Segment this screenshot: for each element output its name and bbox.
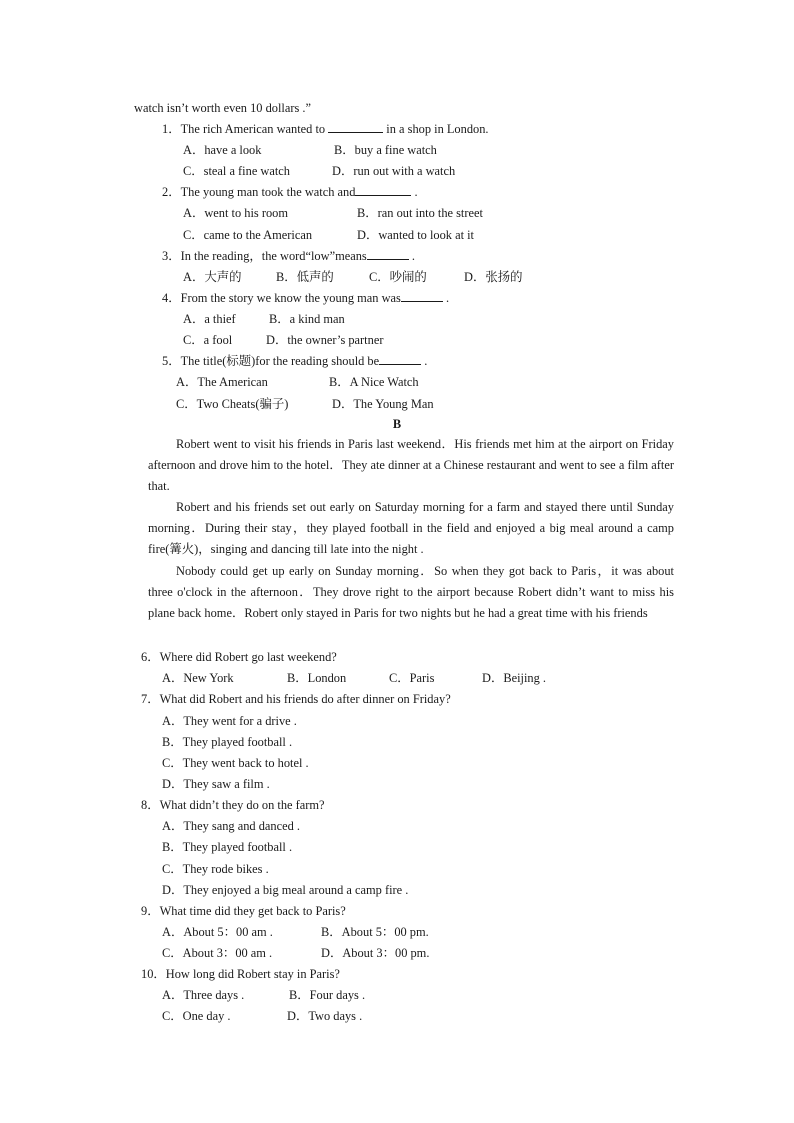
question-4	[162, 290, 449, 306]
q1-option-b[interactable]: B．buy a fine watch	[334, 143, 437, 157]
q8-option-c[interactable]: C．They rode bikes .	[162, 862, 269, 876]
q10-option-c[interactable]: C．One day .	[162, 1009, 231, 1023]
question-3-text-end: .	[408, 249, 415, 263]
question-8: 8．What didn’t they do on the farm?	[141, 798, 325, 812]
q7-option-c[interactable]: C．They went back to hotel .	[162, 756, 309, 770]
question-5-text: 5．The title(标题)for the reading should be	[162, 354, 380, 368]
q8-option-d[interactable]: D．They enjoyed a big meal around a camp fire .	[162, 883, 409, 897]
q10-option-d[interactable]: D．Two days .	[287, 1009, 363, 1023]
q2-option-a[interactable]: A．went to his room	[183, 206, 288, 220]
q1-option-c[interactable]: C．steal a fine watch	[183, 164, 291, 178]
q4-option-b[interactable]: B．a kind man	[269, 312, 345, 326]
q5-option-b[interactable]: B．A Nice Watch	[329, 375, 419, 389]
passage-b-paragraph-1	[148, 434, 674, 498]
passage-a-ending: watch isn’t worth even 10 dollars .”	[134, 101, 311, 115]
question-1-text: 1．The rich American wanted to	[162, 122, 329, 136]
paragraph-text: Nobody could get up early on Sunday morning．So when they got back to Paris，it was about three o'clock in the afternoon．They drove right to the airport because Robert didn’t want to miss his plane back home．Robert only stayed in Paris for two nights but he had a great time with his friends	[148, 564, 674, 621]
passage-b-paragraph-3	[148, 561, 674, 625]
question-2-text: 2．The young man took the watch and	[162, 185, 356, 199]
question-4-text: 4．From the story we know the young man was	[162, 291, 401, 305]
q7-option-d[interactable]: D．They saw a film .	[162, 777, 270, 791]
q3-option-a[interactable]: A．大声的	[183, 270, 242, 284]
q6-option-d[interactable]: D．Beijing .	[482, 671, 547, 685]
question-10: 10．How long did Robert stay in Paris?	[141, 967, 340, 981]
question-2	[162, 184, 418, 200]
question-3-text: 3．In the reading，the word“low”means	[162, 249, 367, 263]
q3-option-c[interactable]: C．吵闹的	[369, 270, 427, 284]
paragraph-text: Robert and his friends set out early on Saturday morning for a farm and stayed there until Sunday morning．During their stay，they played football in the field and enjoyed a big meal around a camp fire(篝火)，singing and dancing till late into the night .	[148, 500, 674, 557]
q1-option-d[interactable]: D．run out with a watch	[332, 164, 456, 178]
q7-option-b[interactable]: B．They played football .	[162, 735, 293, 749]
question-9: 9．What time did they get back to Paris?	[141, 904, 346, 918]
question-2-text-end: .	[411, 185, 418, 199]
q3-option-d[interactable]: D．张扬的	[464, 270, 523, 284]
q4-option-a[interactable]: A．a thief	[183, 312, 236, 326]
q2-option-b[interactable]: B．ran out into the street	[357, 206, 483, 220]
q8-option-b[interactable]: B．They played football .	[162, 840, 293, 854]
q6-option-b[interactable]: B．London	[287, 671, 347, 685]
q5-option-d[interactable]: D．The Young Man	[332, 397, 434, 411]
q6-option-a[interactable]: A．New York	[162, 671, 234, 685]
passage-b-paragraph-2	[148, 497, 674, 561]
answer-blank[interactable]	[401, 290, 443, 302]
section-b-heading: B	[392, 417, 402, 431]
q7-option-a[interactable]: A．They went for a drive .	[162, 714, 297, 728]
paragraph-text: Robert went to visit his friends in Paris last weekend．His friends met him at the airport on Friday afternoon and drove him to the hotel．They ate dinner at a Chinese restaurant and went to see a film after that.	[148, 437, 674, 494]
question-1	[162, 121, 489, 137]
answer-blank[interactable]	[367, 248, 409, 260]
q9-option-a[interactable]: A．About 5：00 am .	[162, 925, 273, 939]
question-1-text-end: in a shop in London.	[383, 122, 489, 136]
question-3	[162, 248, 415, 264]
question-6: 6．Where did Robert go last weekend?	[141, 650, 337, 664]
q2-option-c[interactable]: C．came to the American	[183, 228, 313, 242]
q1-option-a[interactable]: A．have a look	[183, 143, 262, 157]
question-7: 7．What did Robert and his friends do after dinner on Friday?	[141, 692, 451, 706]
q2-option-d[interactable]: D．wanted to look at it	[357, 228, 475, 242]
q9-option-d[interactable]: D．About 3：00 pm.	[321, 946, 430, 960]
q8-option-a[interactable]: A．They sang and danced .	[162, 819, 300, 833]
q5-option-a[interactable]: A．The American	[176, 375, 268, 389]
q9-option-b[interactable]: B．About 5：00 pm.	[321, 925, 429, 939]
question-5-text-end: .	[421, 354, 428, 368]
answer-blank[interactable]	[379, 353, 421, 365]
q4-option-c[interactable]: C．a fool	[183, 333, 233, 347]
answer-blank[interactable]	[328, 121, 383, 133]
q9-option-c[interactable]: C．About 3：00 am .	[162, 946, 273, 960]
q10-option-a[interactable]: A．Three days .	[162, 988, 245, 1002]
question-4-text-end: .	[442, 291, 450, 305]
q4-option-d[interactable]: D．the owner’s partner	[266, 333, 384, 347]
answer-blank[interactable]	[355, 184, 411, 196]
q5-option-c[interactable]: C．Two Cheats(骗子)	[176, 397, 289, 411]
question-5	[162, 353, 427, 369]
q3-option-b[interactable]: B．低声的	[276, 270, 334, 284]
q10-option-b[interactable]: B．Four days .	[289, 988, 366, 1002]
q6-option-c[interactable]: C．Paris	[389, 671, 435, 685]
